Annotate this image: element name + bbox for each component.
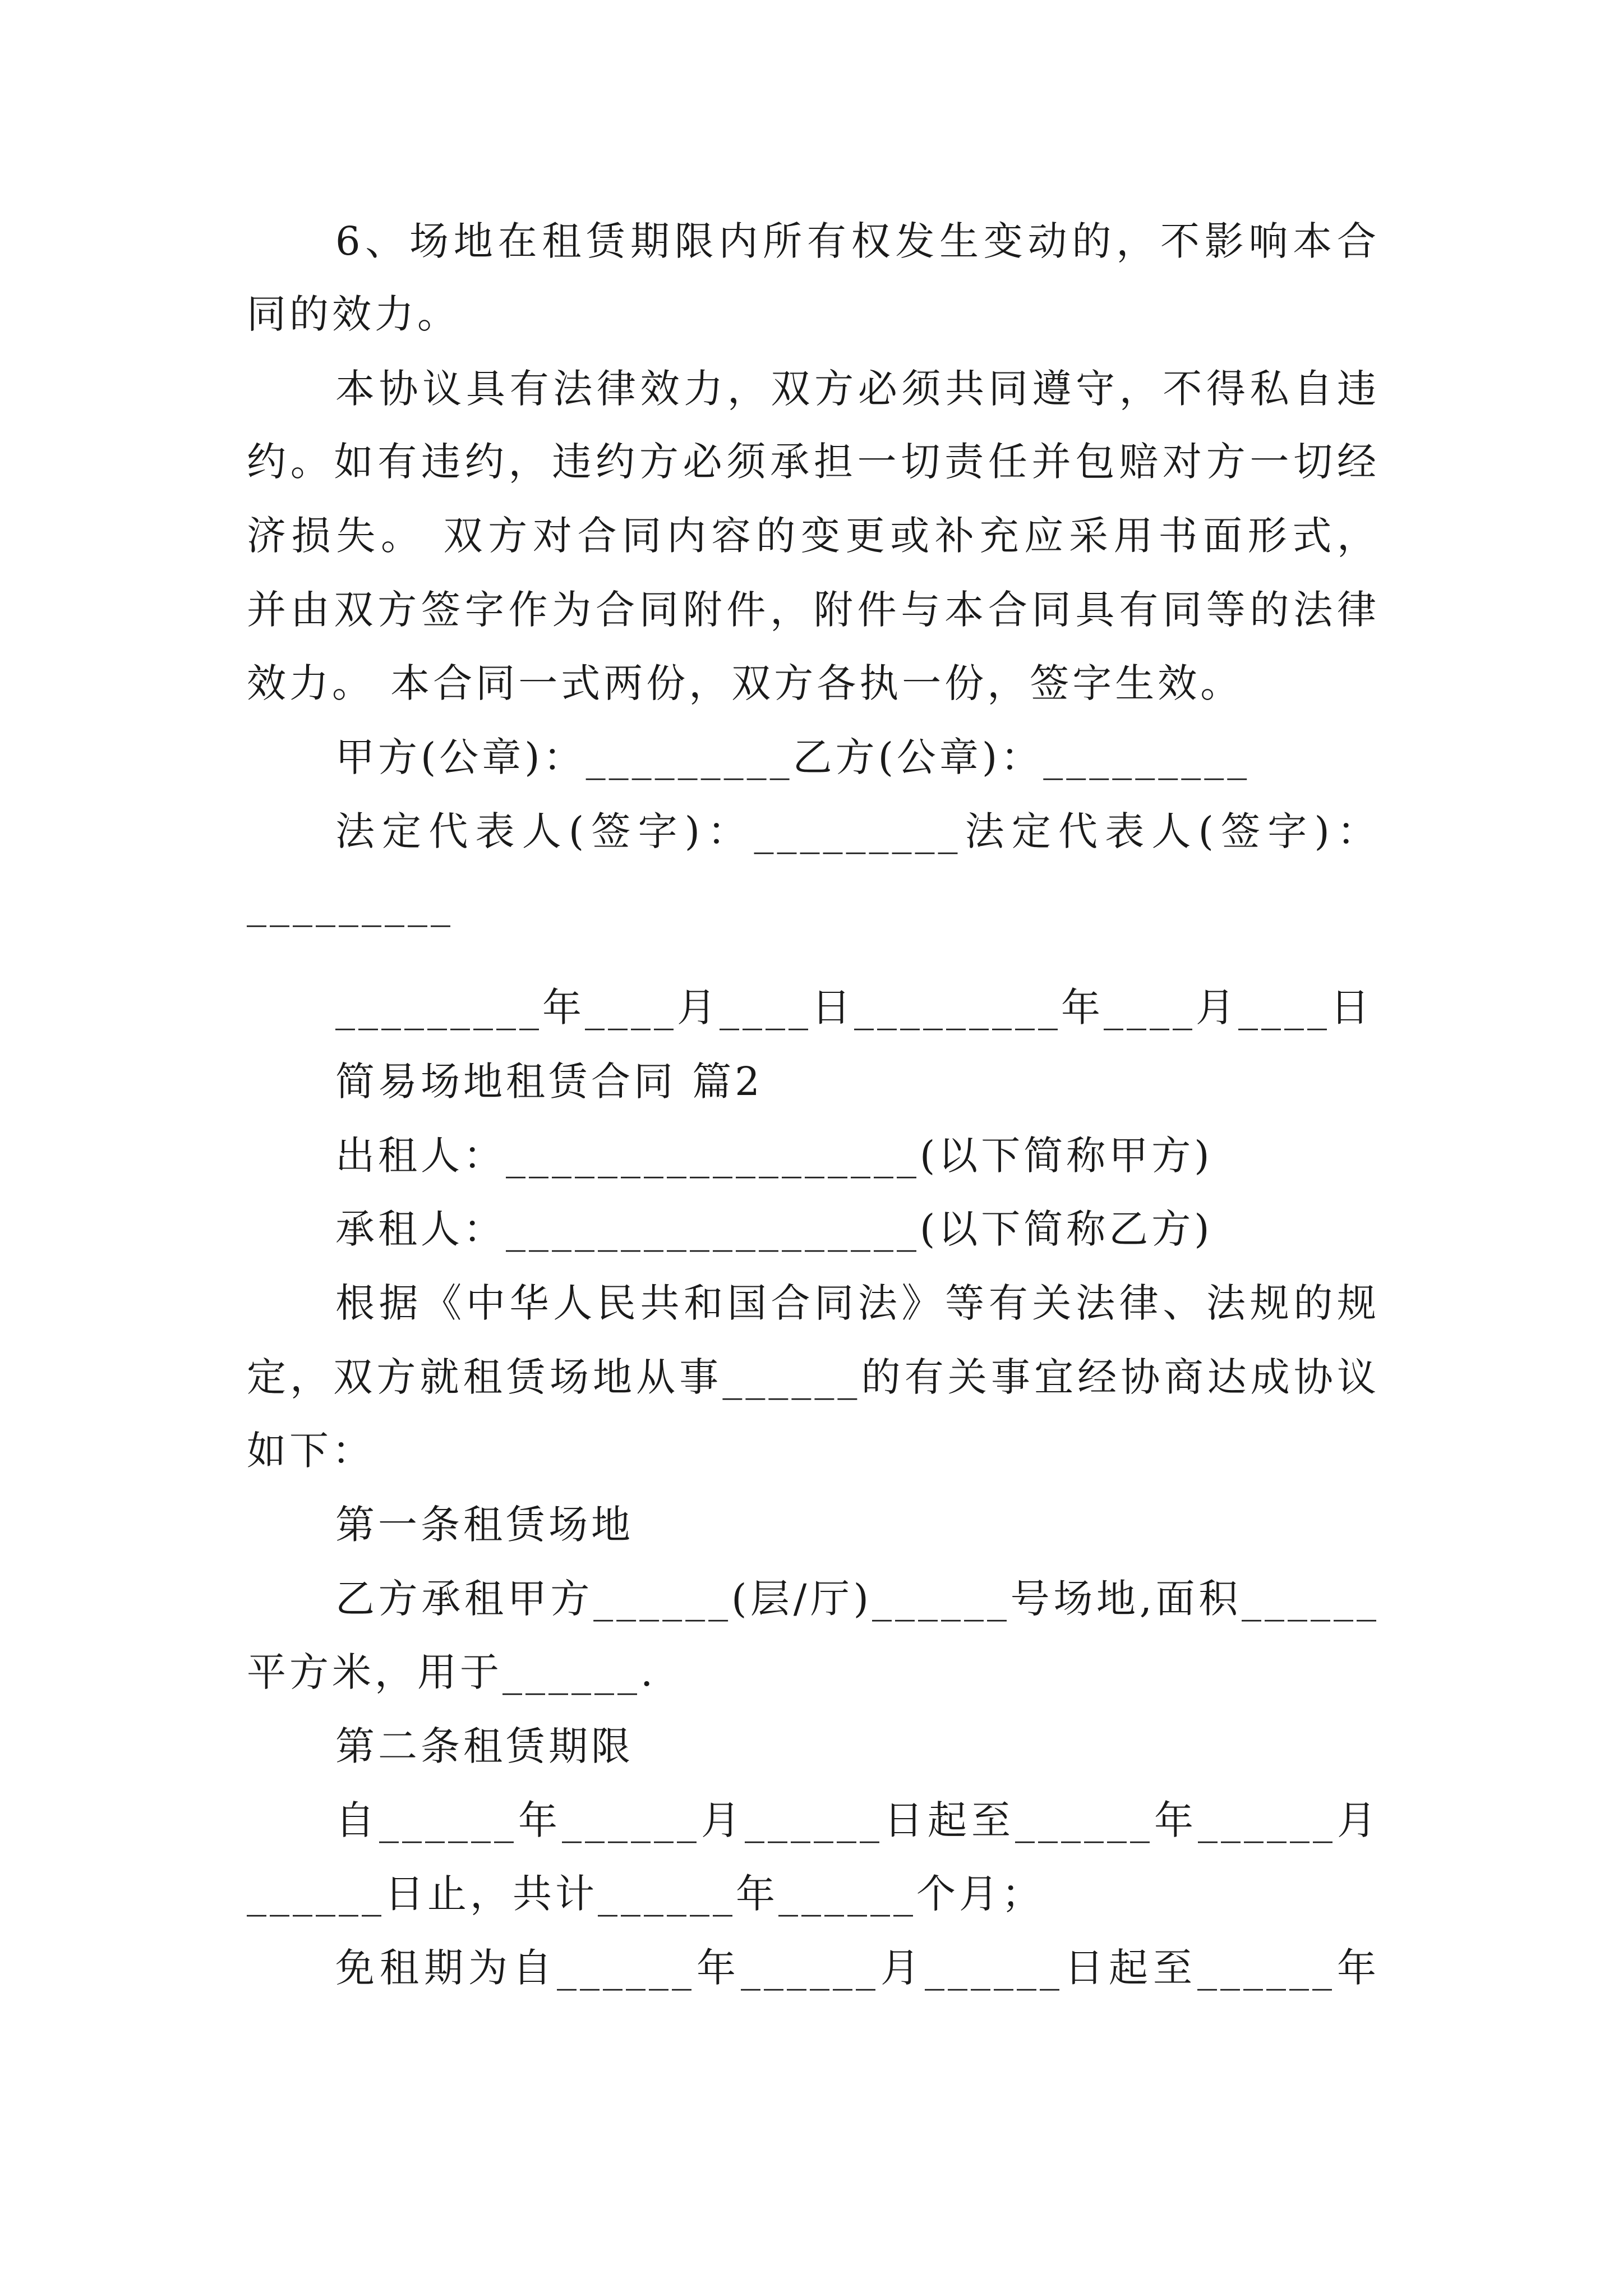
article-2-heading: 第二条租赁期限	[335, 1723, 634, 1769]
clause-6-line-1: 6、场地在租赁期限内所有权发生变动的，不影响本合	[335, 218, 1380, 264]
legal-representative-line: 法定代表人(签字)：_________法定代表人(签字)：	[335, 808, 1380, 854]
party-seal-line: 甲方(公章)：_________乙方(公章)：_________	[335, 734, 1251, 780]
article-2-line-2: ______日止，共计______年______个月；	[247, 1871, 1044, 1917]
legal-effect-line-5: 效力。 本合同一式两份，双方各执一份，签字生效。	[247, 660, 1243, 706]
lessor-line: 出租人：__________________(以下简称甲方)	[335, 1133, 1213, 1179]
article-1-line-1: 乙方承租甲方______(层/厅)______号场地,面积______	[335, 1576, 1380, 1622]
section-title: 简易场地租赁合同 篇2	[335, 1059, 763, 1105]
preamble-line-3: 如下：	[247, 1428, 375, 1474]
rent-free-period-line: 免租期为自______年______月______日起至______年	[335, 1945, 1380, 1991]
legal-effect-line-1: 本协议具有法律效力，双方必须共同遵守，不得私自违	[335, 366, 1380, 412]
preamble-line-1: 根据《中华人民共和国合同法》等有关法律、法规的规	[335, 1280, 1380, 1326]
article-1-line-2: 平方米，用于______.	[247, 1649, 657, 1695]
legal-effect-line-2: 约。如有违约，违约方必须承担一切责任并包赔对方一切经	[247, 439, 1380, 485]
article-2-line-1: 自______年______月______日起至______年______月	[335, 1797, 1380, 1843]
lessee-line: 承租人：__________________(以下简称乙方)	[335, 1206, 1213, 1252]
article-1-heading: 第一条租赁场地	[335, 1502, 634, 1548]
legal-representative-blank: _________	[247, 881, 454, 927]
preamble-line-2: 定，双方就租赁场地从事______的有关事宜经协商达成协议	[247, 1354, 1380, 1400]
date-line: _________年____月____日_________年____月____日	[335, 984, 1373, 1030]
clause-6-line-2: 同的效力。	[247, 291, 460, 337]
legal-effect-line-4: 并由双方签字作为合同附件，附件与本合同具有同等的法律	[247, 587, 1380, 633]
legal-effect-line-3: 济损失。 双方对合同内容的变更或补充应采用书面形式，	[247, 513, 1380, 559]
